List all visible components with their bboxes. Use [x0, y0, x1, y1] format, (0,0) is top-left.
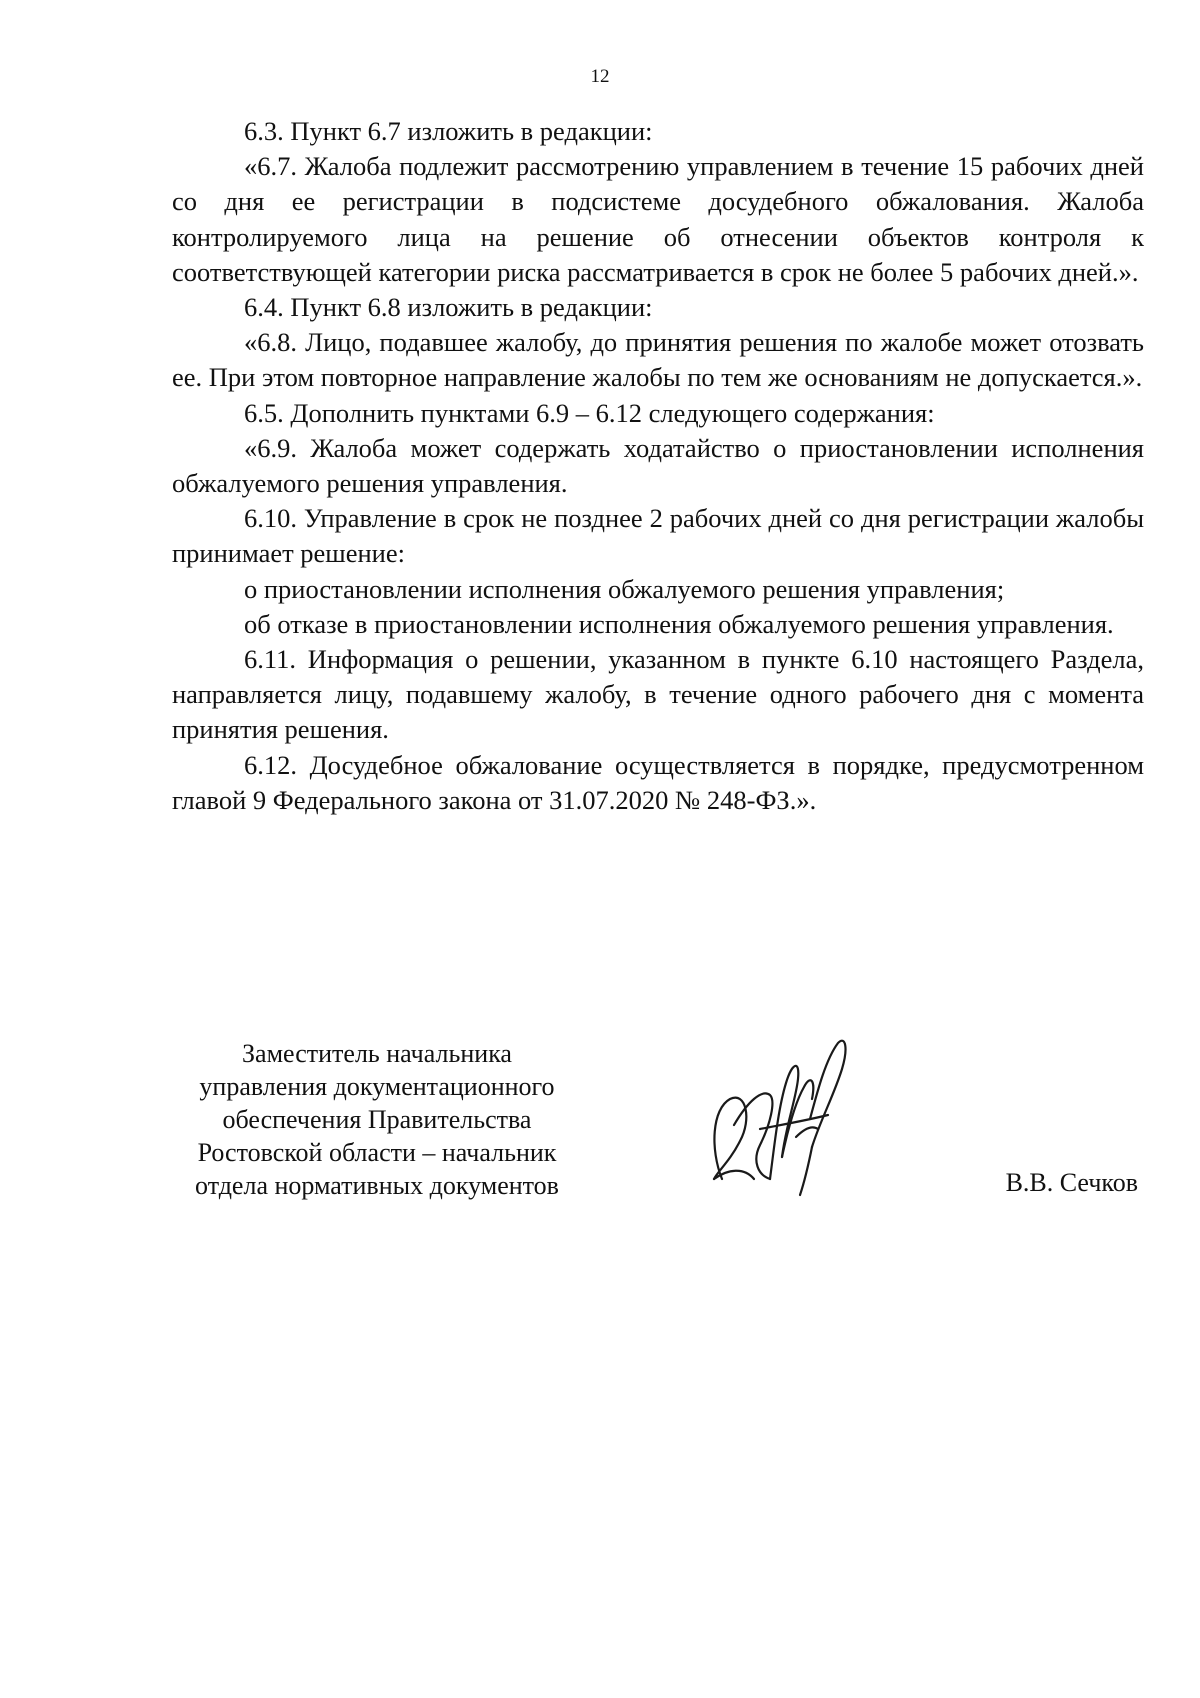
paragraph-6-9-text: «6.9. Жалоба может содержать ходатайство о приостановлении исполнения обжалуемого решения управления. [172, 432, 1144, 499]
paragraph-6-7-text: «6.7. Жалоба подлежит рассмотрению управлением в течение 15 рабочих дней со дня ее регистрации в подсистеме досудебного обжалования. Жалоба контролируемого лица на решение об отнесении объектов контроля к соответствующей категории риска рассматривается в срок не более 5 рабочих дней.». [172, 151, 1144, 287]
signer-title-line: Ростовской области – начальник [197, 1138, 557, 1167]
paragraph-6-10-text: 6.10. Управление в срок не позднее 2 рабочих дней со дня регистрации жалобы принимает решение: [172, 503, 1144, 569]
paragraph-6-4: 6.4. Пункт 6.8 изложить в редакции: [244, 292, 653, 323]
signer-name: В.В. Сечков [1005, 1168, 1138, 1197]
paragraph-6-3: 6.3. Пункт 6.7 изложить в редакции: [244, 116, 653, 146]
signer-title-line: обеспечения Правительства [222, 1105, 532, 1134]
signer-title-line: управления документационного [199, 1072, 555, 1101]
signer-title [172, 1037, 582, 1202]
signature-block [172, 1037, 1172, 1217]
signer-title-line: отдела нормативных документов [195, 1171, 559, 1200]
paragraph-6-11-text: 6.11. Информация о решении, указанном в пункте 6.10 настоящего Раздела, направляется лицу, подавшему жалобу, в течение одного рабочего дня с момента принятия решения. [172, 644, 1144, 745]
paragraph-6-5: 6.5. Дополнить пунктами 6.9 – 6.12 следующего содержания: [244, 397, 935, 428]
handwritten-signature [700, 1029, 860, 1199]
document-body [172, 114, 1144, 818]
paragraph-6-10-option-2: об отказе в приостановлении исполнения обжалуемого решения управления. [244, 608, 1114, 639]
page-number: 12 [590, 66, 610, 87]
signer-title-line: Заместитель начальника [242, 1039, 512, 1068]
paragraph-6-12-text: 6.12. Досудебное обжалование осуществляется в порядке, предусмотренном главой 9 Федерального закона от 31.07.2020 № 248-ФЗ.». [172, 749, 1144, 815]
paragraph-6-10-option-1: о приостановлении исполнения обжалуемого решения управления; [244, 573, 1005, 604]
paragraph-6-8-text: «6.8. Лицо, подавшее жалобу, до принятия решения по жалобе может отозвать ее. При этом повторное направление жалобы по тем же основаниям не допускается.». [172, 327, 1144, 393]
